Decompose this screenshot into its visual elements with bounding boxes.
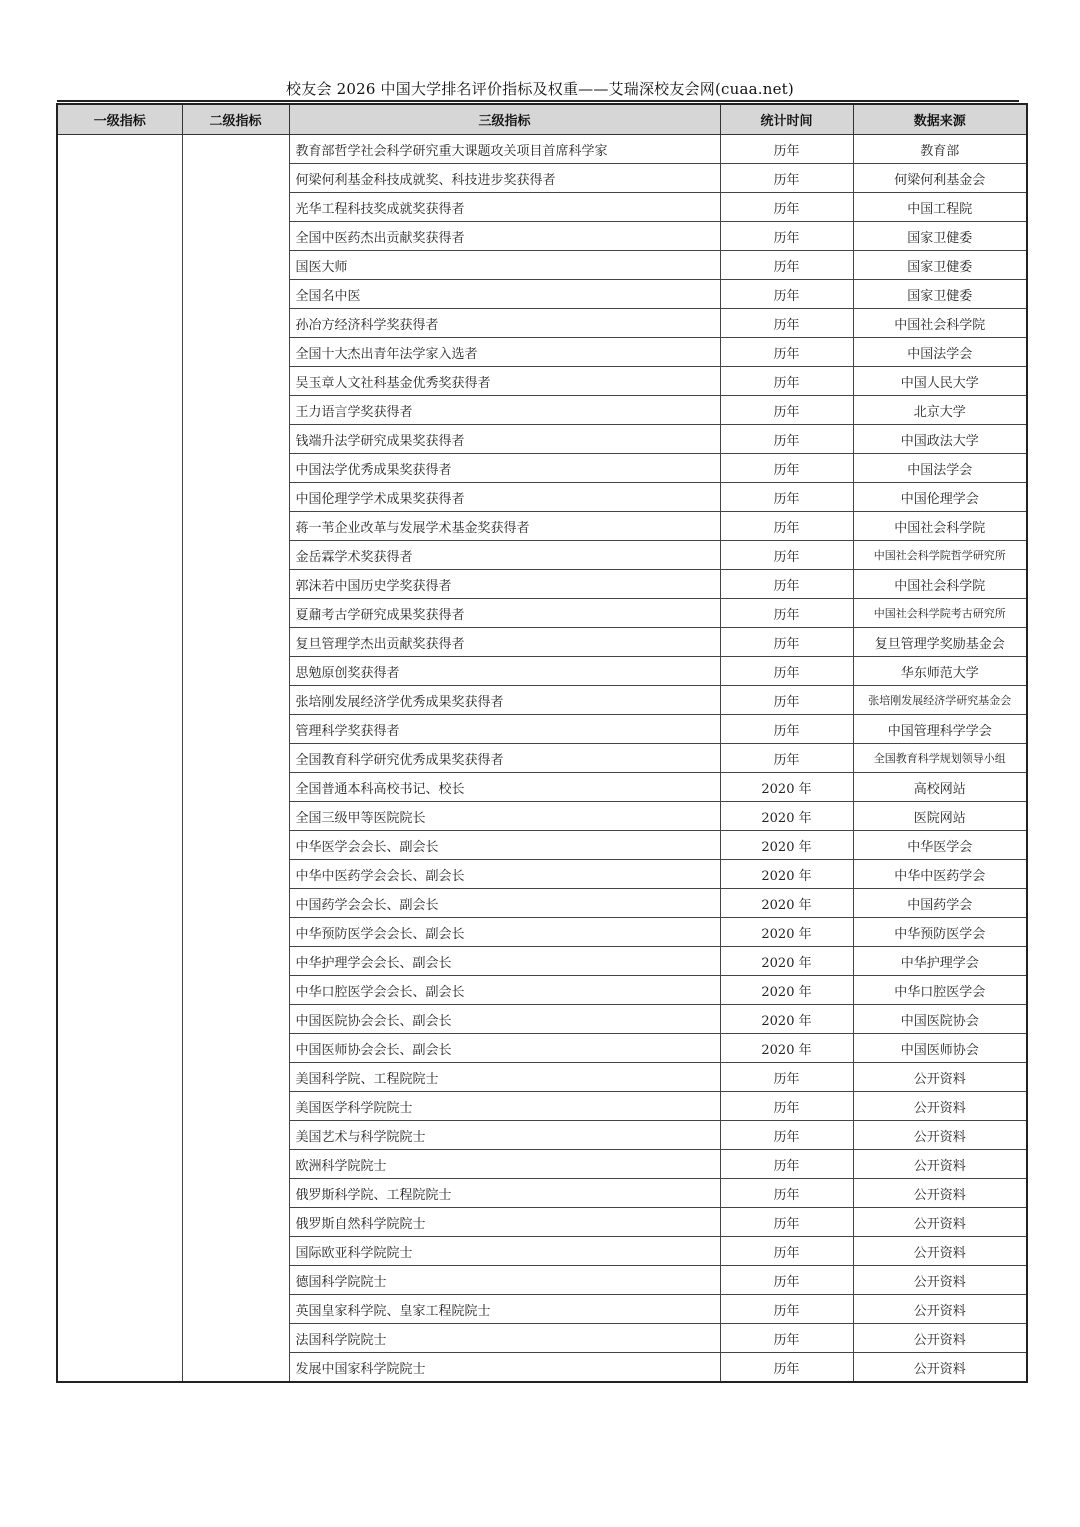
time-cell: 历年: [720, 483, 853, 512]
indicator-cell: 发展中国家科学院院士: [289, 1353, 720, 1383]
indicator-cell: 光华工程科技奖成就奖获得者: [289, 193, 720, 222]
header-time: 统计时间: [720, 104, 853, 135]
indicator-cell: 中华护理学会会长、副会长: [289, 947, 720, 976]
source-cell: 国家卫健委: [853, 280, 1027, 309]
source-cell: 中国法学会: [853, 454, 1027, 483]
source-cell: 中华医学会: [853, 831, 1027, 860]
indicator-cell: 德国科学院院士: [289, 1266, 720, 1295]
source-cell: 公开资料: [853, 1063, 1027, 1092]
source-cell: 中国工程院: [853, 193, 1027, 222]
indicator-cell: 金岳霖学术奖获得者: [289, 541, 720, 570]
source-cell: 中国伦理学会: [853, 483, 1027, 512]
indicator-cell: 国医大师: [289, 251, 720, 280]
source-cell: 北京大学: [853, 396, 1027, 425]
source-cell: 公开资料: [853, 1208, 1027, 1237]
time-cell: 2020 年: [720, 1005, 853, 1034]
table-header-row: [57, 104, 1027, 135]
source-cell: 医院网站: [853, 802, 1027, 831]
time-cell: 历年: [720, 1121, 853, 1150]
source-cell: 公开资料: [853, 1266, 1027, 1295]
indicator-cell: 全国中医药杰出贡献奖获得者: [289, 222, 720, 251]
source-cell: 教育部: [853, 135, 1027, 164]
indicator-cell: 思勉原创奖获得者: [289, 657, 720, 686]
indicator-cell: 复旦管理学杰出贡献奖获得者: [289, 628, 720, 657]
time-cell: 历年: [720, 599, 853, 628]
header-level3: 三级指标: [289, 104, 720, 135]
indicator-cell: 蒋一苇企业改革与发展学术基金奖获得者: [289, 512, 720, 541]
time-cell: 历年: [720, 512, 853, 541]
time-cell: 历年: [720, 367, 853, 396]
indicator-cell: 中国法学优秀成果奖获得者: [289, 454, 720, 483]
time-cell: 历年: [720, 744, 853, 773]
indicator-cell: 教育部哲学社会科学研究重大课题攻关项目首席科学家: [289, 135, 720, 164]
header-level1: 一级指标: [57, 104, 182, 135]
time-cell: 历年: [720, 715, 853, 744]
time-cell: 历年: [720, 222, 853, 251]
source-cell: 中华口腔医学会: [853, 976, 1027, 1005]
time-cell: 历年: [720, 1150, 853, 1179]
time-cell: 历年: [720, 1063, 853, 1092]
indicator-cell: 全国教育科学研究优秀成果奖获得者: [289, 744, 720, 773]
page-title: 校友会 2026 中国大学排名评价指标及权重——艾瑞深校友会网(cuaa.net): [286, 80, 794, 98]
source-cell: 公开资料: [853, 1179, 1027, 1208]
table-body: [57, 135, 1027, 1383]
time-cell: 历年: [720, 657, 853, 686]
source-cell: 中国管理科学学会: [853, 715, 1027, 744]
time-cell: 历年: [720, 541, 853, 570]
time-cell: 历年: [720, 193, 853, 222]
source-cell: 中国人民大学: [853, 367, 1027, 396]
indicator-cell: 欧洲科学院院士: [289, 1150, 720, 1179]
indicator-cell: 中国伦理学学术成果奖获得者: [289, 483, 720, 512]
time-cell: 历年: [720, 1295, 853, 1324]
source-cell: 中国社会科学院: [853, 512, 1027, 541]
source-cell: 中国社会科学院: [853, 570, 1027, 599]
time-cell: 2020 年: [720, 918, 853, 947]
indicator-cell: 管理科学奖获得者: [289, 715, 720, 744]
source-cell: 公开资料: [853, 1324, 1027, 1353]
source-cell: 公开资料: [853, 1121, 1027, 1150]
indicator-cell: 全国普通本科高校书记、校长: [289, 773, 720, 802]
indicator-cell: 中国医院协会会长、副会长: [289, 1005, 720, 1034]
source-cell: 中华预防医学会: [853, 918, 1027, 947]
indicator-cell: 全国名中医: [289, 280, 720, 309]
indicator-cell: 中华中医药学会会长、副会长: [289, 860, 720, 889]
header-level2: 二级指标: [182, 104, 289, 135]
indicator-cell: 郭沫若中国历史学奖获得者: [289, 570, 720, 599]
time-cell: 2020 年: [720, 802, 853, 831]
source-cell: 公开资料: [853, 1092, 1027, 1121]
table-row: [57, 135, 1027, 164]
source-cell: 中国政法大学: [853, 425, 1027, 454]
source-cell: 中国医院协会: [853, 1005, 1027, 1034]
indicator-cell: 美国医学科学院院士: [289, 1092, 720, 1121]
time-cell: 历年: [720, 1324, 853, 1353]
time-cell: 2020 年: [720, 947, 853, 976]
time-cell: 2020 年: [720, 976, 853, 1005]
time-cell: 历年: [720, 135, 853, 164]
level1-cell: [57, 135, 182, 1383]
time-cell: 历年: [720, 251, 853, 280]
source-cell: 高校网站: [853, 773, 1027, 802]
indicator-cell: 俄罗斯科学院、工程院院士: [289, 1179, 720, 1208]
time-cell: 2020 年: [720, 773, 853, 802]
indicator-cell: 中华口腔医学会会长、副会长: [289, 976, 720, 1005]
indicator-table: [56, 103, 1028, 1383]
indicator-cell: 中国医师协会会长、副会长: [289, 1034, 720, 1063]
source-cell: 中国药学会: [853, 889, 1027, 918]
indicator-cell: 孙冶方经济科学奖获得者: [289, 309, 720, 338]
indicator-cell: 中华医学会会长、副会长: [289, 831, 720, 860]
time-cell: 历年: [720, 686, 853, 715]
indicator-cell: 夏鼐考古学研究成果奖获得者: [289, 599, 720, 628]
source-cell: 公开资料: [853, 1295, 1027, 1324]
indicator-cell: 王力语言学奖获得者: [289, 396, 720, 425]
indicator-cell: 吴玉章人文社科基金优秀奖获得者: [289, 367, 720, 396]
time-cell: 2020 年: [720, 860, 853, 889]
time-cell: 历年: [720, 396, 853, 425]
indicator-cell: 美国艺术与科学院院士: [289, 1121, 720, 1150]
time-cell: 历年: [720, 164, 853, 193]
source-cell: 何梁何利基金会: [853, 164, 1027, 193]
time-cell: 2020 年: [720, 889, 853, 918]
source-cell: 复旦管理学奖励基金会: [853, 628, 1027, 657]
source-cell: 中国法学会: [853, 338, 1027, 367]
source-cell: 中国社会科学院考古研究所: [853, 599, 1027, 628]
source-cell: 全国教育科学规划领导小组: [853, 744, 1027, 773]
indicator-cell: 全国三级甲等医院院长: [289, 802, 720, 831]
time-cell: 历年: [720, 338, 853, 367]
time-cell: 历年: [720, 1208, 853, 1237]
source-cell: 中国医师协会: [853, 1034, 1027, 1063]
indicator-cell: 俄罗斯自然科学院院士: [289, 1208, 720, 1237]
indicator-cell: 何梁何利基金科技成就奖、科技进步奖获得者: [289, 164, 720, 193]
source-cell: 中华中医药学会: [853, 860, 1027, 889]
indicator-cell: 英国皇家科学院、皇家工程院院士: [289, 1295, 720, 1324]
time-cell: 历年: [720, 1179, 853, 1208]
indicator-cell: 钱端升法学研究成果奖获得者: [289, 425, 720, 454]
source-cell: 中华护理学会: [853, 947, 1027, 976]
time-cell: 历年: [720, 628, 853, 657]
indicator-cell: 张培刚发展经济学优秀成果奖获得者: [289, 686, 720, 715]
time-cell: 历年: [720, 570, 853, 599]
indicator-cell: 国际欧亚科学院院士: [289, 1237, 720, 1266]
header-source: 数据来源: [853, 104, 1027, 135]
source-cell: 中国社会科学院: [853, 309, 1027, 338]
time-cell: 2020 年: [720, 831, 853, 860]
time-cell: 历年: [720, 1266, 853, 1295]
indicator-cell: 中国药学会会长、副会长: [289, 889, 720, 918]
source-cell: 中国社会科学院哲学研究所: [853, 541, 1027, 570]
source-cell: 国家卫健委: [853, 222, 1027, 251]
indicator-cell: 美国科学院、工程院院士: [289, 1063, 720, 1092]
source-cell: 公开资料: [853, 1237, 1027, 1266]
time-cell: 2020 年: [720, 1034, 853, 1063]
source-cell: 张培刚发展经济学研究基金会: [853, 686, 1027, 715]
time-cell: 历年: [720, 1092, 853, 1121]
time-cell: 历年: [720, 309, 853, 338]
source-cell: 国家卫健委: [853, 251, 1027, 280]
indicator-cell: 中华预防医学会会长、副会长: [289, 918, 720, 947]
time-cell: 历年: [720, 280, 853, 309]
source-cell: 公开资料: [853, 1353, 1027, 1383]
indicator-cell: 法国科学院院士: [289, 1324, 720, 1353]
header-rule: [57, 100, 1019, 102]
time-cell: 历年: [720, 454, 853, 483]
level2-cell: [182, 135, 289, 1383]
source-cell: 华东师范大学: [853, 657, 1027, 686]
time-cell: 历年: [720, 1237, 853, 1266]
time-cell: 历年: [720, 425, 853, 454]
source-cell: 公开资料: [853, 1150, 1027, 1179]
time-cell: 历年: [720, 1353, 853, 1383]
indicator-cell: 全国十大杰出青年法学家入选者: [289, 338, 720, 367]
